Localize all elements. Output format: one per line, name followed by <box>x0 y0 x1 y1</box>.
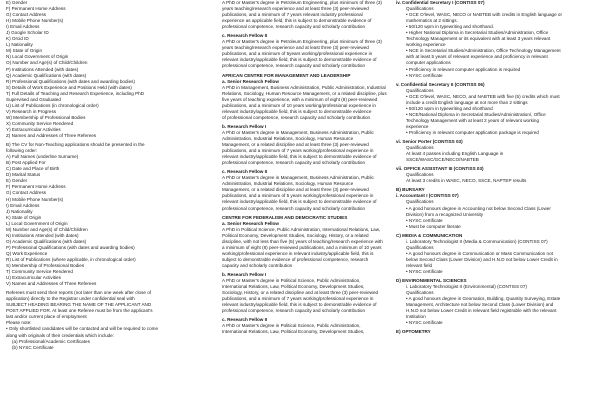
text-line: A PhD in Management, Business Administration, Public Administration, Industrial <box>222 84 386 90</box>
text-line: application) directly to the Registrar under confidential seal with <box>6 296 135 302</box>
text-line: F) Permanent Home Address <box>6 184 66 190</box>
text-line: • 50/120 wpm in typewriting and shorthand <box>406 105 493 111</box>
text-line: below Second Class (Lower Division) and H.N.D not below Lower Credit in <box>406 256 558 262</box>
text-line: V) Names and Addresses of Three Referees <box>6 281 97 287</box>
text-line: R) Professional Qualifications (with dates and awarding bodies) <box>6 78 135 84</box>
text-line: professional competence, research capacity and scholarly contribution <box>222 24 365 30</box>
text-line: professional competence, research capacity and scholarly contribution <box>222 160 365 166</box>
text-line: i. Accountant I (CONTISS 07) <box>396 193 459 199</box>
text-line: c. Research Fellow II <box>222 169 268 175</box>
text-line: • NYSC certificate <box>406 217 443 223</box>
text-line: relevant industry/applicable field, this is subject to demonstrable evidence of <box>222 199 377 205</box>
text-line: professional competence, research capacity and scholarly contribution <box>222 308 365 314</box>
text-line: i. Laboratory Technologist II (Environmental) (CONTISS 07) <box>406 284 527 290</box>
text-line: Q) Work Experience <box>6 250 48 256</box>
text-line: L) Local Government of Origin <box>6 220 68 226</box>
text-line: vii. OFFICE ASSISTANT III (CONTISS 03) <box>396 166 484 172</box>
text-line: E) Gender <box>6 0 28 5</box>
text-line: B) BURSARY <box>396 187 425 193</box>
text-line: A PhD or Master's degree in Management, Business Administration, Public <box>222 175 374 181</box>
text-line: professional competence, research capacity and scholarly contribution <box>222 205 365 211</box>
text-line: A PhD in Political Science, Public Administration, International Relations, Law, <box>222 226 381 232</box>
text-line: A) Full Names (underline Surname) <box>6 154 79 160</box>
text-line: relevant industry/applicable field, this is subject to demonstrable evidence of <box>222 154 377 160</box>
text-line: iv. Confidential Secretary I (CONTISS 07) <box>396 0 485 5</box>
text-line: relevant industry/applicable field, this is subject to demonstrable evidence <box>222 108 372 114</box>
text-line: SUBJECT HEADING BEARING THE NAME OF THE APPLICANT AND <box>6 302 152 308</box>
text-line: following order: <box>6 148 38 154</box>
text-line: relevant industry/applicable field, this is subject to demonstrable evidence of <box>222 302 377 308</box>
text-line: X) Community Service Rendered <box>6 120 74 126</box>
text-line: Political Economy, Development Studies, Sociology, History, or a related <box>222 232 369 238</box>
text-line: publications, and a minimum of 7 years working/professional experience in <box>222 296 374 302</box>
text-line: M) Number and Age(s) of Child/Children <box>6 226 88 232</box>
text-line: a. Senior Research Fellow <box>222 78 279 84</box>
text-line: Z) Names and Addresses of Three Referees <box>6 133 97 139</box>
text-line: publications, and a minimum of 5years working/professional experience in <box>222 51 373 57</box>
text-line: SSCE/WASC/GCE/NECO/NABTEB <box>406 157 479 163</box>
text-line: • Only shortlisted candidates will be contacted and will be required to come <box>6 326 159 332</box>
text-line: T) Full Details of Teaching and Research Experience, including PhD <box>6 90 145 96</box>
text-line: S) Details of Work Experience and Positions Held (with dates) <box>6 84 132 90</box>
text-line: Referees must send their reports (not later than one week after close of <box>6 290 152 296</box>
text-line: v. Confidential Secretary II (CONTISS 06) <box>396 81 485 87</box>
column-middle <box>222 0 392 400</box>
text-line: D) ENVIRONMENTAL SCIENCES <box>396 278 467 284</box>
text-line: International Relations, Law, Political Economy, Development Studies, <box>222 284 365 290</box>
text-line: publications, and a minimum of 10 years working/professional experience in <box>222 102 376 108</box>
text-line: A PhD or Master's degree in Petroleum Engineering, plus minimum of three (3) <box>222 39 382 45</box>
text-line: E) OPTOMETRY <box>396 329 431 335</box>
text-line: International Relations, Law, Political Economy, Development Studies, <box>222 329 365 335</box>
text-line: B) The CV for Non-Teaching applications should be presented in the <box>6 142 145 148</box>
text-line: Technology Management with at least 2 years of relevant working <box>406 117 540 123</box>
text-line: V) Research in Progress <box>6 108 57 114</box>
text-line: Division) from a recognized University <box>406 211 484 217</box>
text-line: Y) Extracurricular Activities <box>6 126 61 132</box>
text-line: publications, and a minimum of 7 years relevant industry professional <box>222 12 363 18</box>
text-line: B) Post Applied For <box>6 160 46 166</box>
text-line: At least 3 credits in WAEC, NECO, SSCE, NAPTEP results <box>406 178 527 184</box>
text-line: H) Mobile Phone Number(s) <box>6 18 64 24</box>
text-line: O) Number and Age(s) of Child/Children <box>6 60 88 66</box>
text-line: a. Senior Research Fellow <box>222 220 279 226</box>
text-line: R) List of Publications (where applicable, in chronological order) <box>6 256 136 262</box>
text-line: K) Orcid ID <box>6 36 29 42</box>
text-line: discipline, with not less than five (5) years of teaching/research experience with <box>222 238 383 244</box>
text-line: • A good honours degree in Communication or Mass Communication not <box>406 250 553 256</box>
text-line: five years of teaching experience, with a minimum of eight (8) peer-reviewed <box>222 96 378 102</box>
text-line: A PhD or Master's degree in Political Science, Public Administration, <box>222 278 361 284</box>
text-line: years teaching/research experience and at least three (3) peer-reviewed <box>222 45 369 51</box>
text-line: c. Research Fellow II <box>222 317 268 323</box>
text-line: Technology Management or its equivalent with at least 3 years relevant <box>406 36 551 42</box>
text-line: POST APPLIED FOR. At least one Referee must be from the applicant's <box>6 308 153 314</box>
text-line: • NCE/National Diploma in Secretarial Studies/Administration/, Office <box>406 111 546 117</box>
text-line: • Proficiency in relevant computer application package is required <box>406 129 539 135</box>
text-line: Management, or a related discipline and at least three (3) peer-reviewed <box>222 142 369 148</box>
text-line: D) Marital Status <box>6 172 41 178</box>
text-line: last and/or current place of employment <box>6 314 87 320</box>
text-line: Administration, Industrial Relations, Sociology, Human Resource <box>222 135 354 141</box>
text-line: include a credit English language at not more than 2 sittings <box>406 99 528 105</box>
text-line: G) Contact Address <box>6 190 47 196</box>
text-line: I) Email Address <box>6 24 40 30</box>
text-line: working experience <box>406 42 446 48</box>
text-line: c. Research Fellow II <box>222 33 268 39</box>
text-line: • GCE O'level, WASC, NECO or NABTEB with credits in English language or <box>406 12 563 18</box>
text-line: Supervised and Graduated <box>6 96 61 102</box>
text-line: b. Research Fellow I <box>222 271 267 277</box>
text-line: • Proficiency in relevant computer application is required <box>406 66 521 72</box>
text-line: mathematics at 2 sittings. <box>406 18 458 24</box>
text-line: along with originals of their credentials which include: <box>6 332 115 338</box>
text-line: publications, and a minimum of 7 years working/professional experience in <box>222 148 374 154</box>
text-line: vi. Senior Porter (CONTISS 03) <box>396 139 463 145</box>
text-line: working/professional experience in relevant industry/applicable field, this is <box>222 250 374 256</box>
text-line: professional competence, research capacity and scholarly contribution <box>222 63 365 69</box>
text-line: T) Community Service Rendered <box>6 269 73 275</box>
text-line: N) Institutions Attended (with dates) <box>6 232 79 238</box>
text-line: of professional competence, research capacity and scholarly contribution <box>222 114 371 120</box>
text-line: Q) Academic Qualifications (with dates) <box>6 72 87 78</box>
text-line: i. Laboratory Technologist II (Media & Communication) (CONTISS 07) <box>406 238 548 244</box>
text-line: • NYSC certificate <box>406 72 443 78</box>
text-line: Institution <box>406 314 426 320</box>
text-line: O) Academic Qualifications (with dates) <box>6 238 87 244</box>
text-line: Qualifications <box>406 244 434 250</box>
text-line: experience <box>406 123 429 129</box>
text-line: E) Gender <box>6 178 28 184</box>
text-line: Qualifications <box>406 145 434 151</box>
column-right <box>396 0 598 400</box>
text-line: • NYSC certificate <box>406 268 443 274</box>
text-line: publications, and a minimum of 5 years working/professional experience in <box>222 193 374 199</box>
text-line: relevant industry/applicable field, this is subject to demonstrable evidence of <box>222 57 377 63</box>
text-line: experience as applicable field, this is subject to demonstrable evidence of <box>222 18 372 24</box>
text-line: • A good honours degree in Accounting not below Second Class (Lower <box>406 205 551 211</box>
text-line: Please note: <box>6 320 32 326</box>
text-line: • GCE O'level, WASC, NECO, and NABTEB with five (5) credits which must <box>406 93 560 99</box>
text-line: A PhD or Master's degree in Political Science, Public Administration, <box>222 323 361 329</box>
text-line: • Higher National Diploma in Secretarial Studies/Administration, Office <box>406 30 549 36</box>
text-line: At least 4 passes including English Language in <box>406 151 504 157</box>
text-line: a minimum of eight (8) peer-reviewed publications, and a minimum of 10 years <box>222 244 382 250</box>
text-line: J) Google Scholar ID <box>6 30 49 36</box>
text-line: A PhD or Master's degree in Petroleum Engineering, plus minimum of three (3) <box>222 0 382 5</box>
text-line: N) Local Government of Origin <box>6 54 69 60</box>
text-line: AFRICAN CENTRE FOR MANAGEMENT AND LEADERSHIP <box>222 72 351 78</box>
text-line: with at least 5 years of relevant experience and proficiency in relevant <box>406 54 548 60</box>
text-line: M) State of Origin <box>6 48 42 54</box>
text-line: (a) Professional/Academic Certificates <box>12 338 90 344</box>
text-line: Qualifications <box>406 290 434 296</box>
text-line: capacity and scholarly contribution <box>222 262 293 268</box>
text-line: • Must be computer literate <box>406 223 461 229</box>
text-line: P) Professional Qualifications (with dates and awarding bodies) <box>6 244 135 250</box>
text-line: Qualifications <box>406 172 434 178</box>
text-line: C) MEDIA & COMMUNICATION <box>396 232 463 238</box>
text-line: CENTRE FOR FEDERALISM AND DEMOCRATIC STUDIES <box>222 214 348 220</box>
text-line: • NCE in Secretarial Studies/Administration, Office Technology Management <box>406 48 561 54</box>
text-line: Management, Architecture not below Second Class (Lower Division) and <box>406 302 554 308</box>
text-line: W) Membership of Professional Bodies <box>6 114 86 120</box>
text-line: • NYSC certificate <box>406 320 443 326</box>
text-line: b. Research Fellow I <box>222 123 267 129</box>
text-line: computer applications <box>406 60 451 66</box>
text-line: • A good honours degree in Geomatics, Building, Quantity Surveying, Estate <box>406 296 561 302</box>
text-line: subject to demonstrable evidence of professional competence, research <box>222 256 369 262</box>
text-line: Relations, Sociology, Human Resource Management, or a related discipline, plus <box>222 90 387 96</box>
text-line: C) Date and Place of Birth <box>6 166 60 172</box>
text-line: Sociology, History, or a related discipline and at least three (3) peer-reviewed <box>222 290 379 296</box>
text-line: years teaching/research experience and at least three (3) peer-reviewed <box>222 6 369 12</box>
text-line: I) Email Address <box>6 202 40 208</box>
text-line: • 50/120 wpm in typewriting and shorthand. <box>406 24 494 30</box>
text-line: G) Contact Address <box>6 12 47 18</box>
text-line: H.N.D not below Lower Credit in relevant field registrable with the relevant <box>406 308 557 314</box>
text-line: K) State of Origin <box>6 214 42 220</box>
text-line: F) Permanent Home Address <box>6 6 66 12</box>
text-line: Administration, Industrial Relations, Sociology, Human Resource <box>222 181 354 187</box>
text-line: A PhD or Master's degree in Management, Business Administration, Public <box>222 129 374 135</box>
column-left <box>2 0 215 400</box>
text-line: H) Mobile Phone Number(s) <box>6 196 64 202</box>
text-line: Qualifications <box>406 6 434 12</box>
text-line: P) Institutions Attended (with dates) <box>6 66 79 72</box>
text-line: S) Membership of Professional Bodies <box>6 263 85 269</box>
text-line: L) Nationality <box>6 42 33 48</box>
text-line: U) Extracurricular Activities <box>6 275 61 281</box>
text-line: Qualifications <box>406 199 434 205</box>
text-line: relevant field <box>406 262 433 268</box>
text-line: U) List of Publications (in chronological order) <box>6 102 99 108</box>
text-line: (b) NYSC Certificate <box>12 344 54 350</box>
text-line: Qualifications <box>406 87 434 93</box>
text-line: Management, or a related discipline and at least three (3) peer-reviewed <box>222 187 369 193</box>
text-line: J) Nationality <box>6 208 33 214</box>
